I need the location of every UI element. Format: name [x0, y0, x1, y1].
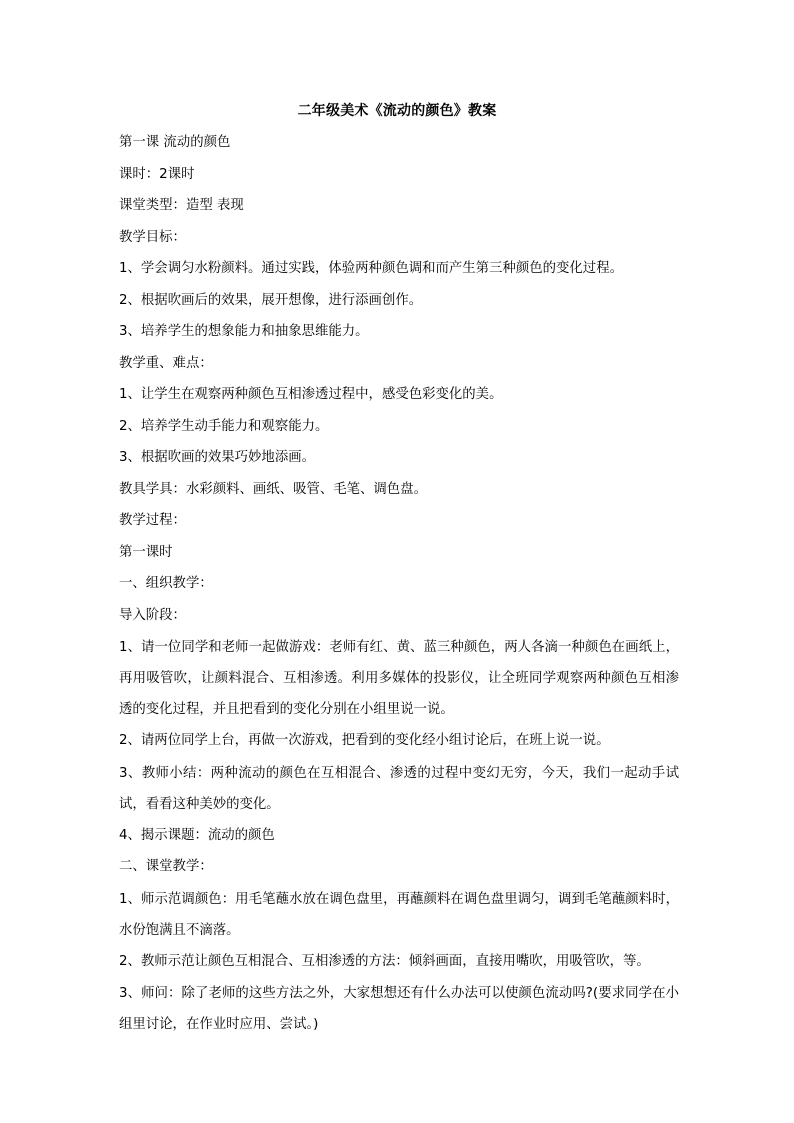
lesson-hours: 课时：2课时	[119, 166, 195, 182]
key-point-item: 1、让学生在观察两种颜色互相渗透过程中，感受色彩变化的美。	[119, 387, 503, 402]
step-heading: 二、课堂教学：	[119, 859, 213, 874]
goal-item: 1、学会调匀水粉颜料。通过实践，体验两种颜色调和而产生第三种颜色的变化过程。	[119, 261, 623, 276]
materials: 教具学具：水彩颜料、画纸、吸管、毛笔、调色盘。	[119, 481, 427, 497]
step-item: 1、师示范调颜色：用毛笔蘸水放在调色盘里，再蘸颜料在调色盘里调匀，调到毛笔蘸颜料时，水份饱满且不滴落。	[119, 891, 679, 938]
step-item: 2、请两位同学上台，再做一次游戏，把看到的变化经小组讨论后，在班上说一说。	[119, 733, 610, 748]
section-heading-process: 教学过程：	[119, 513, 186, 528]
document-body	[119, 132, 679, 1045]
step-item: 3、教师小结：两种流动的颜色在互相混合、渗透的过程中变幻无穷，今天，我们一起动手试试，看看这种美妙的变化。	[119, 765, 679, 812]
section-heading-goals: 教学目标：	[119, 229, 186, 245]
lesson-heading: 第一课 流动的颜色	[119, 135, 231, 150]
phase-heading: 导入阶段：	[119, 607, 186, 623]
lesson-type: 课堂类型：造型 表现	[119, 198, 244, 213]
goal-item: 3、培养学生的想象能力和抽象思维能力。	[119, 324, 369, 339]
key-point-item: 2、培养学生动手能力和观察能力。	[119, 418, 329, 434]
period-heading: 第一课时	[119, 544, 173, 560]
document-title: 二年级美术《流动的颜色》教案	[297, 103, 497, 119]
key-point-item: 3、根据吹画的效果巧妙地添画。	[119, 450, 315, 465]
goal-item: 2、根据吹画后的效果，展开想像，进行添画创作。	[119, 292, 423, 308]
step-item: 1、请一位同学和老师一起做游戏：老师有红、黄、蓝三种颜色，两人各滴一种颜色在画纸上，再用吸管吹，让颜料混合、互相渗透。利用多媒体的投影仪，让全班同学观察两种颜色互相渗透的变化过程，并且把看到的变化分别在小组里说一说。	[119, 640, 679, 717]
step-heading: 一、组织教学：	[119, 576, 213, 591]
step-item: 4、揭示课题：流动的颜色	[119, 827, 275, 843]
step-item: 2、教师示范让颜色互相混合、互相渗透的方法：倾斜画面，直接用嘴吹，用吸管吹，等。	[119, 953, 650, 969]
step-item: 3、师问：除了老师的这些方法之外，大家想想还有什么办法可以使颜色流动吗?(要求同学在小组里讨论，在作业时应用、尝试。)	[119, 986, 679, 1032]
section-heading-key-points: 教学重、难点：	[119, 355, 213, 371]
